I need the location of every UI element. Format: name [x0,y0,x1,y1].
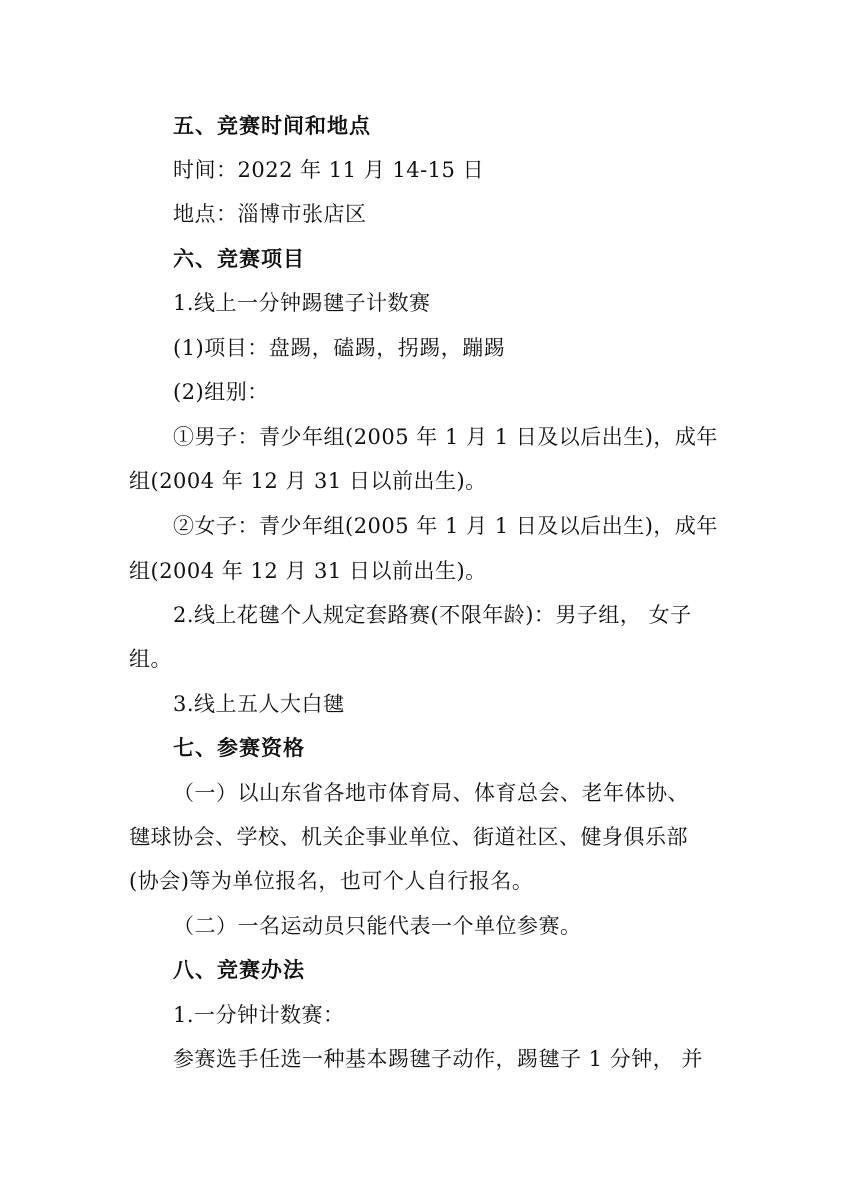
section5-time: 时间：2022 年 11 月 14-15 日 [173,158,485,182]
section7-p1-line3: (协会)等为单位报名，也可个人自行报名。 [129,869,534,893]
section8-item1: 1.一分钟计数赛： [173,1003,345,1027]
section6-item1: 1.线上一分钟踢毽子计数赛 [173,291,431,315]
section6-item3: 3.线上五人大白毽 [173,692,345,716]
section6-male-line1: ①男子：青少年组(2005 年 1 月 1 日及以后出生)，成年 [173,425,718,449]
section5-place: 地点：淄博市张店区 [173,202,367,226]
section6-item2-line1: 2.线上花毽个人规定套路赛(不限年龄)：男子组， 女子 [173,603,692,627]
section6-male-line2: 组(2004 年 12 月 31 日以前出生)。 [129,469,487,493]
section6-item1-events: (1)项目：盘踢，磕踢，拐踢，蹦踢 [173,336,506,360]
section6-item1-groups-label: (2)组别： [173,380,269,404]
section6-female-line1: ②女子：青少年组(2005 年 1 月 1 日及以后出生)，成年 [173,514,718,538]
section7-p1-line1: （一）以山东省各地市体育局、体育总会、老年体协、 [173,781,689,805]
section7-heading: 七、参赛资格 [173,735,305,760]
section6-female-line2: 组(2004 年 12 月 31 日以前出生)。 [129,559,487,583]
section5-heading: 五、竞赛时间和地点 [173,113,371,138]
section8-p1-line1: 参赛选手任选一种基本踢毽子动作，踢毽子 1 分钟， 并 [173,1047,703,1071]
section6-item2-line2: 组。 [129,647,172,671]
section7-p2: （二）一名运动员只能代表一个单位参赛。 [173,914,582,938]
section6-heading: 六、竞赛项目 [173,246,305,271]
section8-heading: 八、竞赛办法 [173,957,305,982]
section7-p1-line2: 毽球协会、学校、机关企事业单位、街道社区、健身俱乐部 [129,825,688,849]
